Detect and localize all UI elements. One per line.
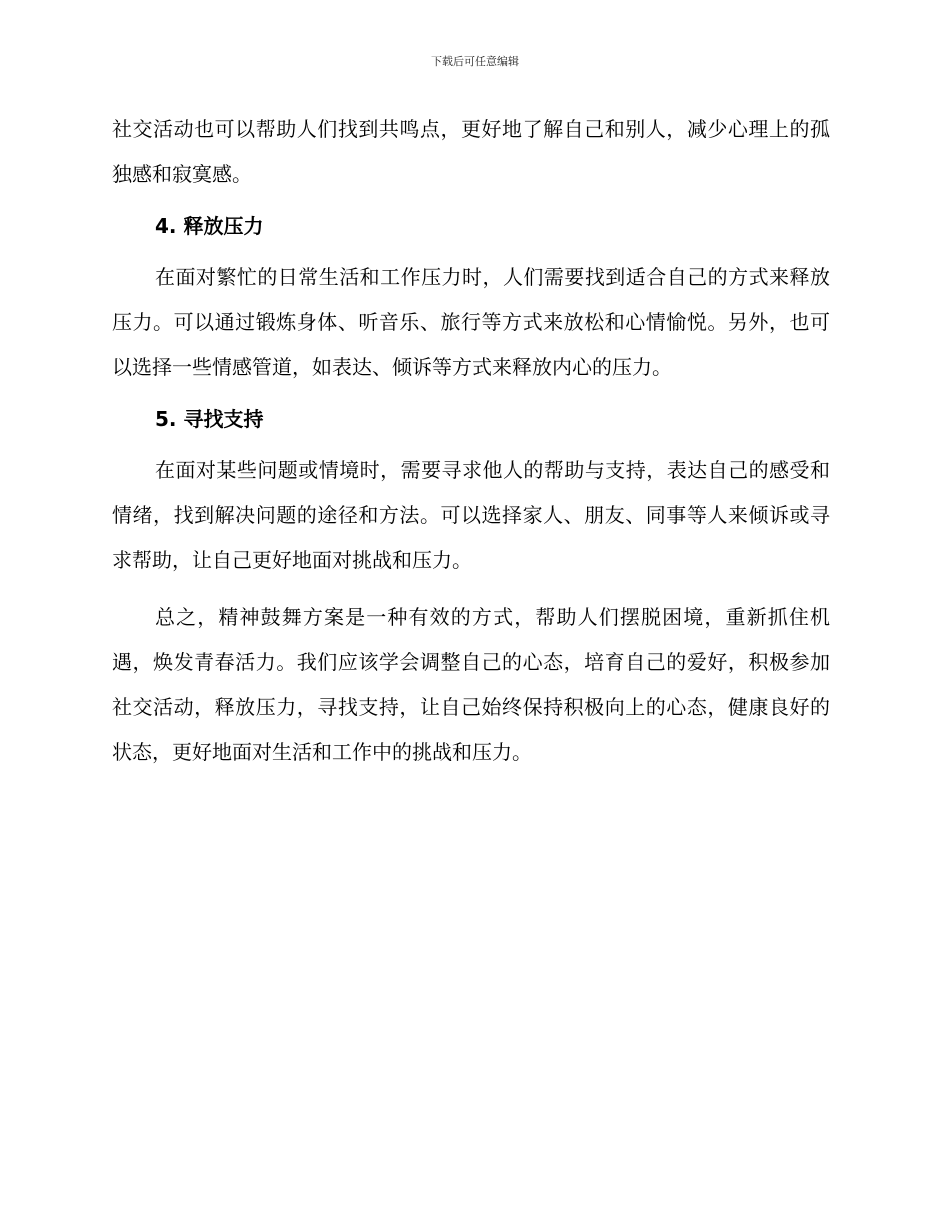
- heading-seek-support: 5. 寻找支持: [155, 407, 264, 431]
- paragraph-social: 社交活动也可以帮助人们找到共鸣点，更好地了解自己和别人，减少心理上的孤独感和寂寞感。: [112, 117, 830, 186]
- page-header: 下载后可任意编辑: [431, 55, 519, 68]
- heading-release-pressure: 4. 释放压力: [155, 214, 264, 238]
- paragraph-seek-support: 在面对某些问题或情境时，需要寻求他人的帮助与支持，表达自己的感受和情绪，找到解决问题的途径和方法。可以选择家人、朋友、同事等人来倾诉或寻求帮助，让自己更好地面对挑战和压力。: [112, 458, 830, 572]
- paragraph-release-pressure: 在面对繁忙的日常生活和工作压力时，人们需要找到适合自己的方式来释放压力。可以通过锻炼身体、听音乐、旅行等方式来放松和心情愉悦。另外，也可以选择一些情感管道，如表达、倾诉等方式来释放内心的压力。: [112, 265, 830, 379]
- paragraph-conclusion: 总之，精神鼓舞方案是一种有效的方式，帮助人们摆脱困境，重新抓住机遇，焕发青春活力。我们应该学会调整自己的心态，培育自己的爱好，积极参加社交活动，释放压力，寻找支持，让自己始终保持积极向上的心态，健康良好的状态，更好地面对生活和工作中的挑战和压力。: [112, 605, 830, 764]
- document-body: [112, 107, 830, 775]
